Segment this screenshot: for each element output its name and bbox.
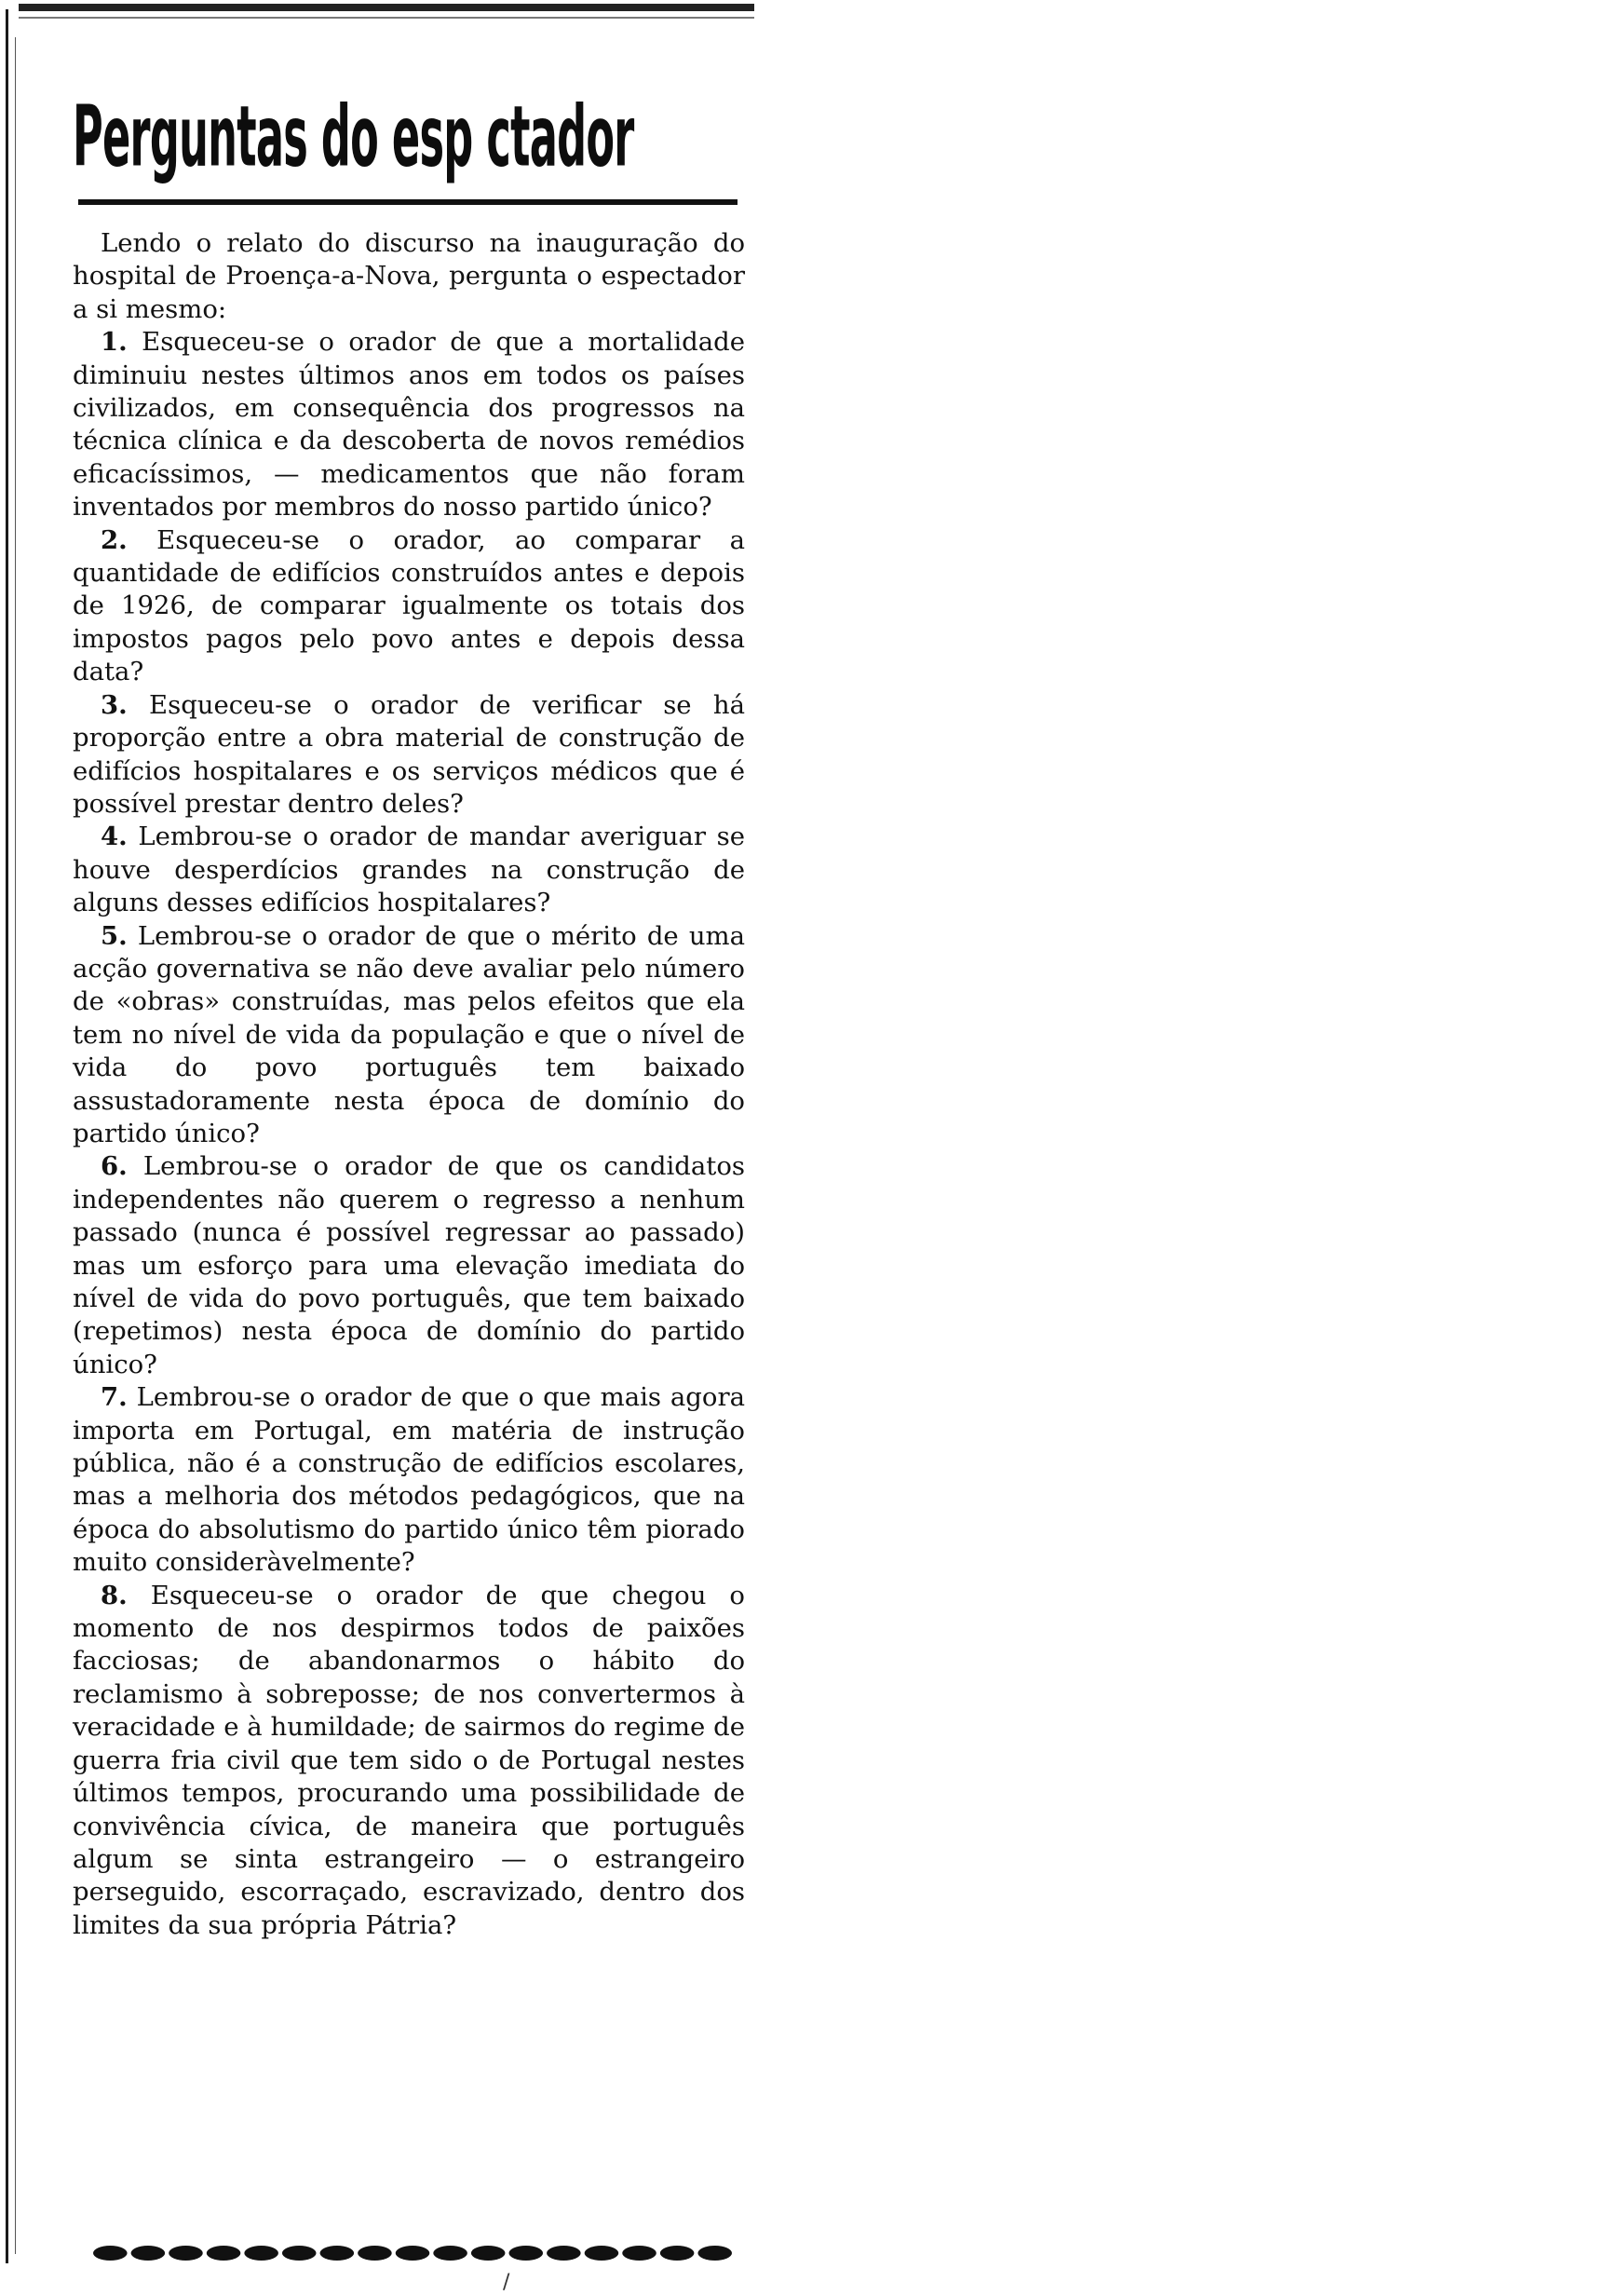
ornament-lozenge: [207, 2246, 241, 2261]
question-8: [73, 1580, 745, 1942]
question-number: 3.: [101, 689, 128, 720]
ornament-lozenge: [697, 2246, 732, 2261]
article-headline: Perguntas do esp ctador: [73, 87, 634, 186]
question-text: Lembrou-se o orador de que os candidatos independentes não querem o regresso a nenhum passado (nunca é possível regressar ao passado) mas um esforço para uma elevação imediata do nível de vida do povo português, que tem baixado (repetimos) nesta época de domínio do partido único?: [73, 1151, 745, 1379]
article-column: [73, 56, 745, 1942]
ornament-lozenge: [358, 2246, 392, 2261]
question-2: [73, 524, 745, 689]
left-column-thin-rule: [15, 37, 16, 2254]
question-text: Lembrou-se o orador de que o que mais agora importa em Portugal, em matéria de instrução pública, não é a construção de edifícios escolares, mas a melhoria dos métodos pedagógicos, que na época do absolutismo do partido único têm piorado muito consideràvelmente?: [73, 1382, 745, 1578]
top-thin-rule: [19, 17, 754, 19]
question-text: Esqueceu-se o orador de verificar se há proporção entre a obra material de construção de edifícios hospitalares e os serviços médicos que é possível prestar dentro deles?: [73, 689, 745, 819]
question-1: [73, 326, 745, 523]
question-number: 1.: [101, 327, 128, 358]
ornament-lozenge: [508, 2246, 543, 2261]
top-rule: [19, 4, 754, 11]
question-text: Esqueceu-se o orador de que a mortalidade diminuiu nestes últimos anos em todos os países civilizados, em consequência dos progressos na técnica clínica e da descoberta de novos remédios eficacíssimos, — medicamentos que não foram inventados por membros do nosso partido único?: [73, 327, 745, 523]
question-3: [73, 689, 745, 822]
question-4: [73, 821, 745, 919]
ornament-lozenge: [131, 2246, 166, 2261]
question-text: Lembrou-se o orador de que o mérito de uma acção governativa se não deve avaliar pelo número de «obras» construídas, mas pelos efeitos que ela tem no nível de vida da população e que o nível de vida do povo português tem baixado assustadoramente nesta época de domínio do partido único?: [73, 920, 746, 1148]
ornament-lozenge: [471, 2246, 506, 2261]
scan-artifact-mark: /: [503, 2271, 510, 2294]
question-number: 2.: [101, 524, 128, 555]
ornament-lozenge: [433, 2246, 467, 2261]
ornament-lozenge: [244, 2246, 278, 2261]
ornament-lozenge: [93, 2246, 128, 2261]
ornament-lozenge: [282, 2246, 317, 2261]
question-text: Lembrou-se o orador de mandar averiguar se houve desperdícios grandes na construção de alguns desses edifícios hospitalares?: [73, 822, 745, 918]
ornament-lozenge: [660, 2246, 695, 2261]
article-body: [73, 227, 745, 1942]
question-6: [73, 1150, 745, 1381]
decorative-ornament-rule: [91, 2243, 734, 2263]
ornament-lozenge: [396, 2246, 430, 2261]
question-number: 7.: [101, 1382, 128, 1413]
article-intro: Lendo o relato do discurso na inauguração do hospital de Proença-a-Nova, pergunta o espectador a si mesmo:: [73, 228, 745, 324]
question-7: [73, 1381, 745, 1579]
question-number: 6.: [101, 1151, 128, 1182]
question-5: [73, 920, 745, 1151]
question-number: 8.: [101, 1580, 128, 1610]
question-number: 4.: [101, 822, 128, 852]
question-text: Esqueceu-se o orador de que chegou o momento de nos despirmos todos de paixões facciosas; de abandonarmos o hábito do reclamismo à sobreposse; de nos convertermos à veracidade e à humildade; de sairmos do regime de guerra fria civil que tem sido o de Portugal nestes últimos tempos, procurando uma possibilidade de convivência cívica, de maneira que português algum se sinta estrangeiro — o estrangeiro perseguido, escorraçado, escravizado, dentro dos limites da sua própria Pátria?: [73, 1580, 745, 1940]
ornament-lozenge: [585, 2246, 619, 2261]
ornament-lozenge: [320, 2246, 355, 2261]
question-number: 5.: [101, 920, 128, 951]
question-text: Esqueceu-se o orador, ao comparar a quantidade de edifícios construídos antes e depois de 1926, de comparar igualmente os totais dos impostos pagos pelo povo antes e depois dessa data?: [73, 524, 745, 687]
left-column-rule: [6, 9, 8, 2263]
ornament-lozenge: [169, 2246, 203, 2261]
ornament-lozenge: [547, 2246, 581, 2261]
ornament-lozenge: [622, 2246, 656, 2261]
